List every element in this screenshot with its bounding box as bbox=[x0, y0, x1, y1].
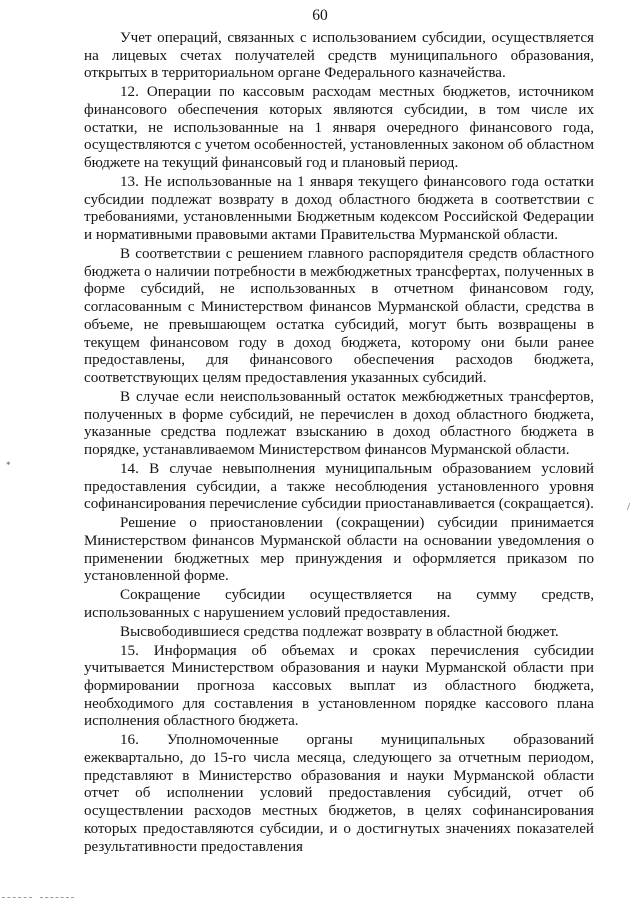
footer-rule-right bbox=[40, 897, 74, 898]
scan-mark-left: * bbox=[6, 460, 11, 470]
scan-mark-right: / bbox=[627, 501, 631, 513]
paragraph-item-16: 16. Уполномоченные органы муниципальных образований ежеквартально, до 15-го числа месяца, следующего за отчетным периодом, представляют в Министерство образования и науки Мурманской области отчет об исполнении условий предоставления субсидий, отчет об осуществлении расходов местных бюджетов, в целях софинансирования которых предоставляются субсидии, и о достигнутых значениях показателей результативности предоставления bbox=[84, 732, 594, 855]
paragraph-item-12: 12. Операции по кассовым расходам местных бюджетов, источником финансового обеспечения которых являются субсидии, в том числе их остатки, не использованные на 1 января очередного финансового года, осуществляются с учетом особенностей, установленных законом об областном бюджете на текущий финансовый год и плановый период. bbox=[84, 84, 594, 172]
paragraph-item-15: 15. Информация об объемах и сроках перечисления субсидии учитывается Министерством образования и науки Мурманской области при формировании прогноза кассовых выплат из областного бюджета, необходимого для составления в установленном порядке кассового плана исполнения областного бюджета. bbox=[84, 642, 594, 730]
document-body bbox=[84, 30, 594, 856]
page-number: 60 bbox=[312, 7, 328, 24]
paragraph-recovery: В случае если неиспользованный остаток межбюджетных трансфертов, полученных в форме субсидий, не перечислен в доход областного бюджета, указанные средства подлежат взысканию в доход областного бюджета в порядке, устанавливаемом Министерством финансов Мурманской области. bbox=[84, 388, 594, 458]
paragraph-return-decision: В соответствии с решением главного распорядителя средств областного бюджета о наличии потребности в межбюджетных трансфертах, полученных в форме субсидий, не использованных в отчетном финансовом году, согласованным с Министерством финансов Мурманской области, средства в объеме, не превышающем остатка субсидий, могут быть возвращены в текущем финансовом году в доход бюджета, которому они были ранее предоставлены, для финансового обеспечения расходов бюджета, соответствующих целям предоставления указанных субсидий. bbox=[84, 246, 594, 386]
footer-rule-left bbox=[2, 897, 32, 898]
paragraph-item-13: 13. Не использованные на 1 января текущего финансового года остатки субсидии подлежат возврату в доход областного бюджета в соответствии с требованиями, установленными Бюджетным кодексом Российской Федерации и нормативными правовыми актами Правительства Мурманской области. bbox=[84, 174, 594, 244]
paragraph-suspension-decision: Решение о приостановлении (сокращении) субсидии принимается Министерством финансов Мурманской области на основании уведомления о применении бюджетных мер принуждения и оформляется приказом по установленной форме. bbox=[84, 515, 594, 585]
paragraph-reduction: Сокращение субсидии осуществляется на сумму средств, использованных с нарушением условий предоставления. bbox=[84, 587, 594, 621]
paragraph-released-funds: Высвободившиеся средства подлежат возврату в областной бюджет. bbox=[120, 623, 559, 640]
paragraph-subsidy-accounting: Учет операций, связанных с использованием субсидии, осуществляется на лицевых счетах получателей средств муниципального образования, открытых в территориальном органе Федерального казначейства. bbox=[84, 30, 594, 82]
paragraph-item-14: 14. В случае невыполнения муниципальным образованием условий предоставления субсидии, а также несоблюдения установленного уровня софинансирования перечисление субсидии приостанавливается (сокращается). bbox=[84, 460, 594, 513]
